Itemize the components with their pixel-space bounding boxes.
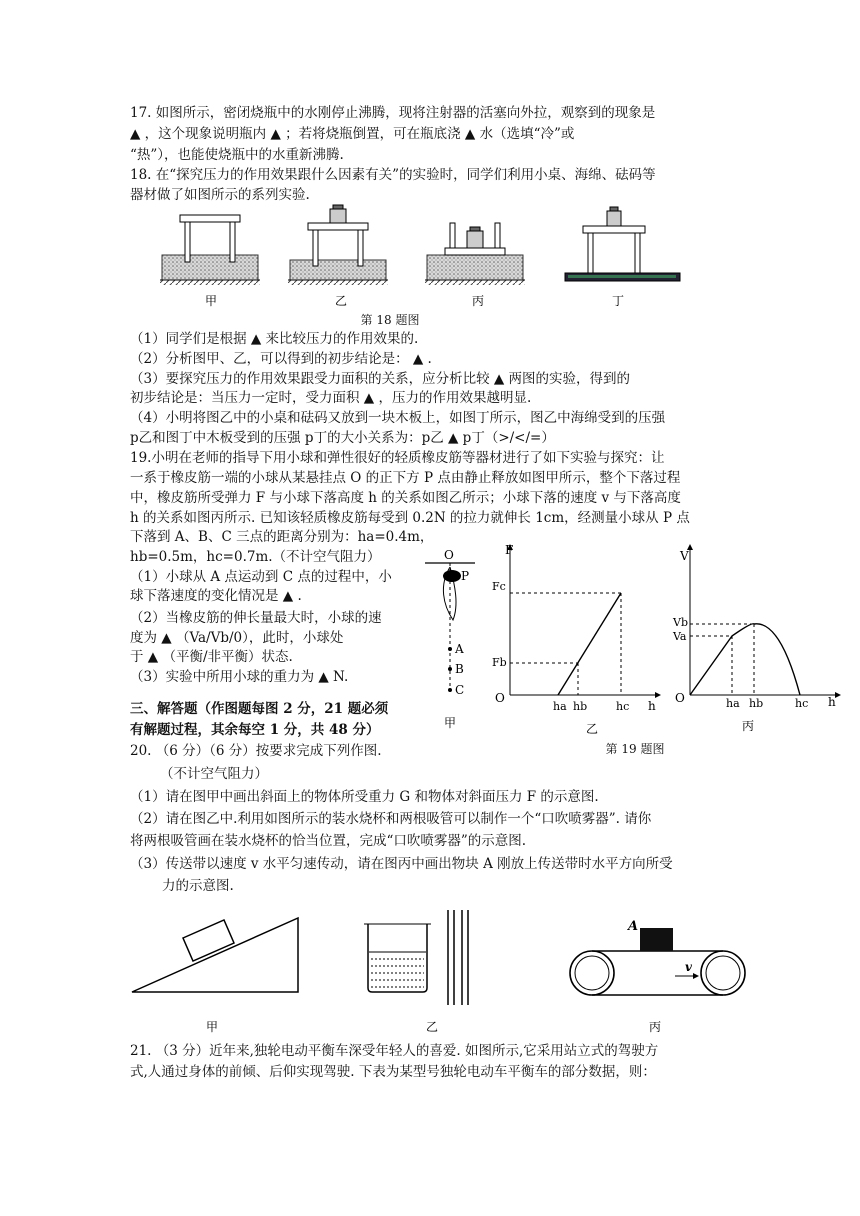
fig18-label-yi: 乙 — [335, 294, 348, 308]
q18-p4b: p乙和图丁中木板受到的压强 p丁的大小关系为：p乙 ▲ p丁（>/</=） — [130, 430, 555, 446]
section3-heading-line2: 有解题过程，其余每空 1 分，共 48 分） — [130, 722, 380, 738]
q20-p2a: （2）请在图乙中.利用如图所示的装水烧杯和两根吸管可以制作一个“口吹喷雾器”. 请你 — [130, 811, 652, 827]
q19-caption: 第 19 题图 — [605, 742, 665, 756]
q20-line1: 20. （6 分）（6 分）按要求完成下列作图. — [130, 743, 382, 759]
q20-p3a: （3）传送带以速度 v 水平匀速传动，请在图丙中画出物块 A 刚放上传送带时水平方向所受 — [130, 856, 673, 872]
graph-bing-origin: O — [675, 691, 685, 705]
fig18-label-jia: 甲 — [205, 294, 218, 308]
graph-yi-origin: O — [495, 691, 505, 705]
fig20-bing-conveyor — [570, 919, 745, 1034]
graph-yi-xtick-hc: hc — [616, 700, 630, 713]
graph-yi-xtick-ha: ha — [553, 700, 567, 713]
q19-p1a: （1）小球从 A 点运动到 C 点的过程中，小 — [130, 569, 392, 585]
q18-figure — [160, 205, 625, 310]
graph-yi-ytick-Fb: Fb — [492, 656, 507, 669]
fig19-label-jia: 甲 — [444, 716, 457, 730]
graph-bing-xtick-ha: ha — [726, 697, 740, 710]
q19-p1b: 球下落速度的变化情况是 ▲ . — [130, 588, 302, 604]
q21-line2: 式,人通过身体的前倾、后仰实现驾驶. 下表为某型号独轮电动车平衡车的部分数据，则： — [130, 1064, 656, 1080]
q19-p2a: （2）当橡皮筋的伸长量最大时，小球的速 — [130, 610, 382, 626]
point-A-label: A — [455, 642, 464, 656]
fig18-ding — [565, 207, 680, 281]
graph-bing-curve — [690, 624, 800, 695]
graph-yi-xtick-hb: hb — [573, 700, 588, 713]
graph-bing-ytick-Vb: Vb — [673, 616, 688, 629]
q19-line3: 中，橡皮筋所受弹力 F 与小球下落高度 h 的关系如图乙所示；小球下落的速度 v 与下落高度 — [130, 490, 681, 506]
incline-block — [183, 920, 234, 961]
point-B-label: B — [455, 662, 464, 676]
graph-bing-ytick-Va: Va — [673, 630, 687, 643]
q18-p3b: 初步结论是：当压力一定时，受力面积 ▲ ，压力的作用效果越明显. — [130, 390, 532, 406]
q19-line6: hb=0.5m，hc=0.7m.（不计空气阻力） — [130, 549, 381, 565]
graph-yi-ylabel: F — [505, 543, 514, 557]
q17-line1: 17. 如图所示，密闭烧瓶中的水刚停止沸腾，现将注射器的活塞向外拉，观察到的现象是 — [130, 105, 656, 121]
q18-line1: 18. 在“探究压力的作用效果跟什么因素有关”的实验时，同学们利用小桌、海绵、砝码等 — [130, 167, 656, 183]
section3-heading-line1: 三、解答题（作图题每图 2 分，21 题必须 — [130, 701, 389, 717]
graph-bing-ylabel: V — [680, 549, 689, 563]
point-P-label: P — [461, 569, 470, 583]
q21-line1: 21. （3 分）近年来,独轮电动平衡车深受年轻人的喜爱. 如图所示,它采用站立式的驾驶方 — [130, 1043, 659, 1059]
q19-line4: h 的关系如图丙所示. 已知该轻质橡皮筋每受到 0.2N 的拉力就伸长 1cm，经测量小球从 P 点 — [130, 510, 690, 526]
q20-figures — [128, 910, 758, 1038]
fig20-label-jia: 甲 — [206, 1020, 219, 1034]
q20-p3b: 力的示意图. — [162, 878, 234, 894]
fig18-label-bing: 丙 — [472, 294, 485, 308]
q18-p4a: （4）小明将图乙中的小桌和砝码又放到一块木板上，如图丁所示，图乙中海绵受到的压强 — [130, 410, 666, 426]
q19-p2b: 度为 ▲ （Va/Vb/0），此时，小球处 — [130, 630, 344, 646]
q19-line1: 19.小明在老师的指导下用小球和弹性很好的轻质橡皮筋等器材进行了如下实验与探究：让 — [130, 450, 665, 466]
q20-p1: （1）请在图甲中画出斜面上的物体所受重力 G 和物体对斜面压力 F 的示意图. — [130, 789, 599, 805]
q18-p3a: （3）要探究压力的作用效果跟受力面积的关系，应分析比较 ▲ 两图的实验，得到的 — [130, 371, 631, 387]
q19-fig-jia — [425, 545, 480, 730]
q18-line2: 器材做了如图所示的系列实验. — [130, 187, 310, 203]
graph-yi-xlabel: h — [648, 699, 656, 713]
block-A — [640, 928, 673, 951]
fig20-label-bing: 丙 — [649, 1020, 662, 1034]
q18-p2: （2）分析图甲、乙，可以得到的初步结论是： ▲ . — [130, 351, 432, 367]
velocity-label: v — [685, 960, 692, 974]
point-O-label: O — [444, 548, 454, 562]
graph-bing-xtick-hc: hc — [795, 697, 809, 710]
block-A-label: A — [628, 919, 639, 934]
fig18-bing — [425, 223, 525, 285]
q19-line5: 下落到 A、B、C 三点的距离分别为：ha=0.4m， — [130, 529, 434, 545]
fig20-label-yi: 乙 — [426, 1020, 439, 1034]
fig19-label-yi: 乙 — [586, 722, 599, 736]
fig20-yi-beaker — [364, 910, 468, 1034]
q18-caption: 第 18 题图 — [360, 313, 420, 327]
fig20-jia-incline — [132, 918, 298, 1034]
point-C-label: C — [455, 683, 465, 697]
graph-yi-line — [558, 593, 621, 695]
ball — [443, 570, 461, 582]
q20-p2b: 将两根吸管画在装水烧杯的恰当位置，完成“口吹喷雾器”的示意图. — [130, 833, 527, 849]
graph-bing-xtick-hb: hb — [749, 697, 764, 710]
fig18-label-ding: 丁 — [612, 294, 625, 308]
graph-bing-xlabel: h — [828, 695, 836, 709]
q18-p1: （1）同学们是根据 ▲ 来比较压力的作用效果的. — [130, 331, 419, 347]
fig18-yi — [288, 205, 388, 285]
q19-graph-bing — [670, 540, 850, 740]
fig19-label-bing: 丙 — [742, 719, 755, 733]
q17-line3: “热”），也能使烧瓶中的水重新沸腾. — [130, 147, 344, 163]
q20-line2: （不计空气阻力） — [160, 766, 268, 782]
q17-line2: ▲ ，这个现象说明瓶内 ▲ ；若将烧瓶倒置，可在瓶底浇 ▲ 水（选填“冷”或 — [130, 126, 575, 142]
fig18-jia — [160, 215, 260, 285]
q19-p3: （3）实验中所用小球的重力为 ▲ N. — [130, 669, 349, 685]
graph-yi-ytick-Fc: Fc — [492, 580, 506, 593]
q19-p2c: 于 ▲ （平衡/非平衡）状态. — [130, 649, 293, 665]
q19-line2: 一系于橡皮筋一端的小球从某悬挂点 O 的正下方 P 点由静止释放如图甲所示，整个下落过程 — [130, 470, 681, 486]
q19-graph-yi — [490, 540, 665, 740]
